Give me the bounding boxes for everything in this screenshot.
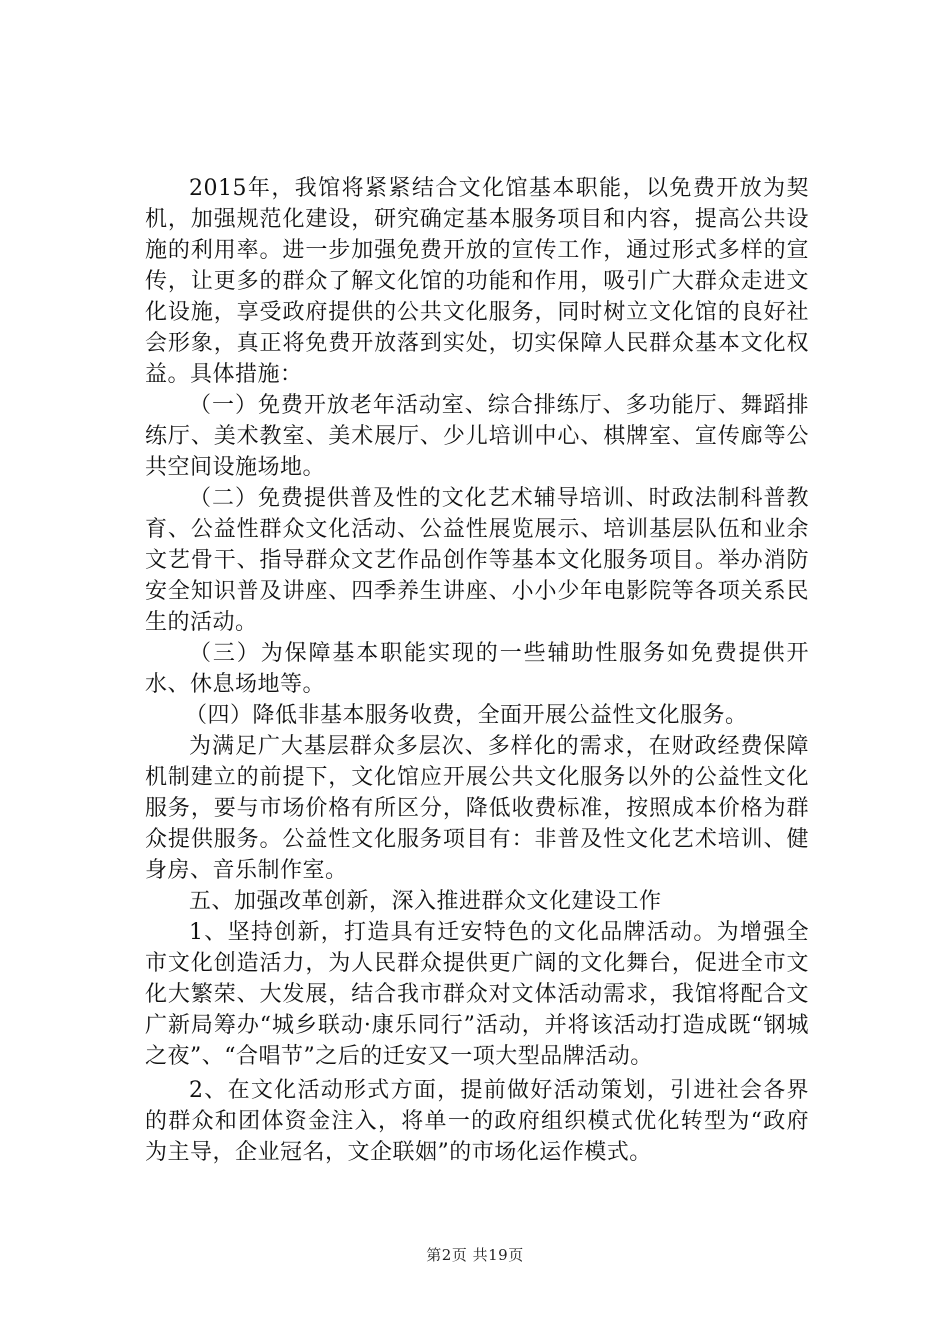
paragraph-measure-4: （四）降低非基本服务收费，全面开展公益性文化服务。 (185, 703, 748, 728)
paragraph-intro: 2015年，我馆将紧紧结合文化馆基本职能，以免费开放为契机，加强规范化建设，研究确定基本服务项目和内容，提高公共设施的利用率。进一步加强免费开放的宣传工作，通过形式多样的宣传，让更多的群众了解文化馆的功能和作用，吸引广大群众走进文化设施，享受政府提供的公共文化服务，同时树立文化馆的良好社会形象，真正将免费开放落到实处，切实保障人民群众基本文化权益。具体措施： (145, 176, 809, 387)
document-body (145, 173, 809, 1168)
page-footer: 第2页 共19页 (426, 1246, 524, 1264)
paragraph-measure-3: （三）为保障基本职能实现的一些辅助性服务如免费提供开水、休息场地等。 (145, 641, 809, 697)
paragraph-item-2: 2、在文化活动形式方面，提前做好活动策划，引进社会各界的群众和团体资金注入，将单一的政府组织模式优化转型为“政府为主导，企业冠名，文企联姻”的市场化运作模式。 (145, 1078, 809, 1165)
paragraph-measure-2: （二）免费提供普及性的文化艺术辅导培训、时政法制科普教育、公益性群众文化活动、公益性展览展示、培训基层队伍和业余文艺骨干、指导群众文艺作品创作等基本文化服务项目。举办消防安全知识普及讲座、四季养生讲座、小小少年电影院等各项关系民生的活动。 (145, 486, 809, 635)
paragraph-public-service: 为满足广大基层群众多层次、多样化的需求，在财政经费保障机制建立的前提下，文化馆应开展公共文化服务以外的公益性文化服务，要与市场价格有所区分，降低收费标准，按照成本价格为群众提供服务。公益性文化服务项目有：非普及性文化艺术培训、健身房、音乐制作室。 (145, 734, 809, 883)
paragraph-measure-1: （一）免费开放老年活动室、综合排练厅、多功能厅、舞蹈排练厅、美术教室、美术展厅、少儿培训中心、棋牌室、宣传廊等公共空间设施场地。 (145, 393, 809, 480)
paragraph-item-1: 1、坚持创新，打造具有迁安特色的文化品牌活动。为增强全市文化创造活力，为人民群众提供更广阔的文化舞台，促进全市文化大繁荣、大发展，结合我市群众对文体活动需求，我馆将配合文广新局筹办“城乡联动·康乐同行”活动，并将该活动打造成既“钢城之夜”、“合唱节”之后的迁安又一项大型品牌活动。 (145, 920, 809, 1069)
section-heading-5: 五、加强改革创新，深入推进群众文化建设工作 (189, 889, 662, 914)
